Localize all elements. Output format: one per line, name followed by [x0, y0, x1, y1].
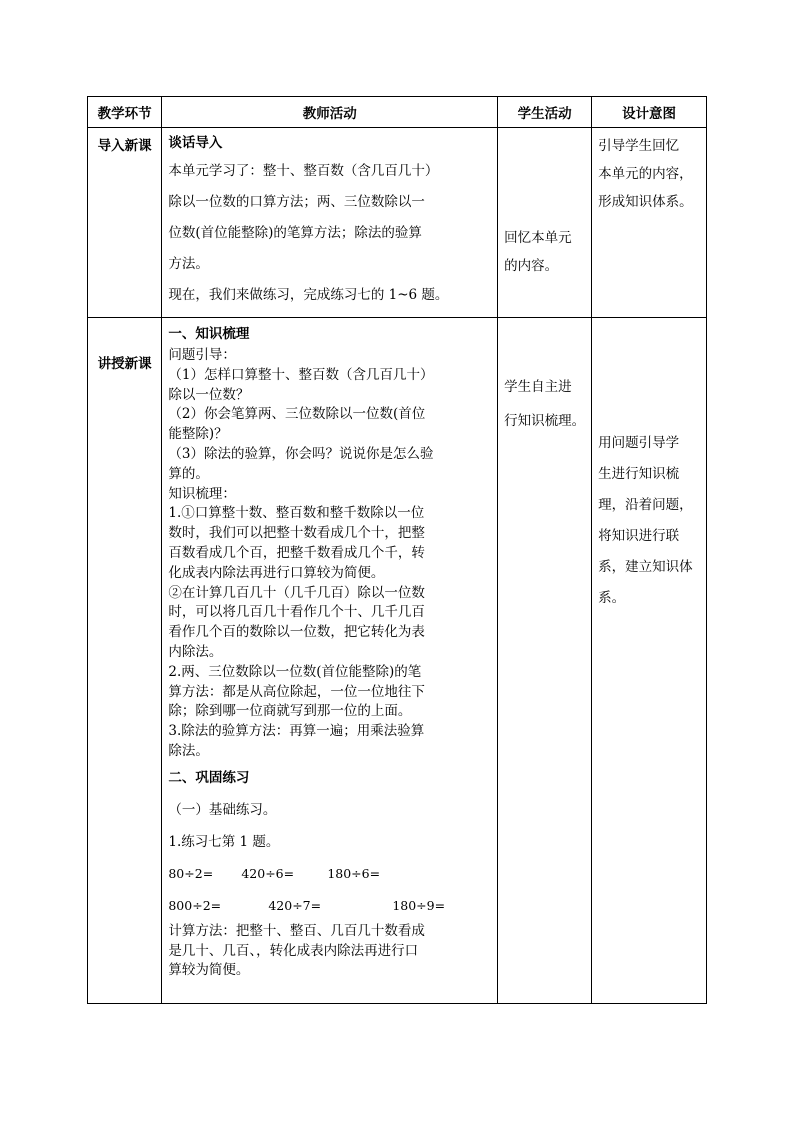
- text-line: 百数看成几个百，把整千数看成几个千，转: [168, 544, 425, 561]
- student-line: 学生自主进: [504, 379, 572, 395]
- student-line: 的内容。: [504, 258, 559, 274]
- header-intent: 设计意图: [592, 97, 707, 128]
- teacher-line: 现在，我们来做练习，完成练习七的 1~6 题。: [168, 287, 449, 303]
- calc-row-1: [168, 858, 491, 890]
- intent-line: 系。: [598, 590, 626, 606]
- teacher-line: 本单元学习了：整十、整百数（含几百几十）: [168, 163, 439, 179]
- method-block: [168, 922, 491, 981]
- table-row-teaching: [88, 318, 707, 1004]
- text-line: 问题引导：: [168, 347, 236, 363]
- calc-item: 800÷2=: [168, 897, 222, 913]
- student-line: 回忆本单元: [504, 230, 572, 246]
- section-title-practice: 二、巩固练习: [168, 769, 250, 786]
- intent-line: 用问题引导学: [598, 435, 680, 451]
- stage-intro: 导入新课: [88, 128, 162, 318]
- calc-item: 180÷6=: [327, 865, 381, 881]
- calc-item: 420÷7=: [268, 897, 322, 913]
- text-line: 知识梳理：: [168, 485, 236, 502]
- text-line: 化成表内除法再进行口算较为简便。: [168, 564, 385, 581]
- calc-item: 420÷6=: [241, 865, 295, 881]
- intent-teaching: [592, 318, 707, 1004]
- intent-line: 本单元的内容，: [598, 166, 693, 182]
- header-row: [88, 97, 707, 128]
- student-activity-intro: [498, 128, 592, 318]
- intent-intro: [592, 128, 707, 318]
- header-teacher: 教师活动: [162, 97, 498, 128]
- header-student: 学生活动: [498, 97, 592, 128]
- sub-title-basic: （一）基础练习。: [168, 801, 277, 818]
- text-line: 时，可以将几百几十看作几个十、几千几百: [168, 604, 425, 621]
- intent-line: 形成知识体系。: [598, 194, 693, 210]
- text-line: 计算方法：把整十、整百、几百几十数看成: [168, 922, 425, 939]
- section-title-knowledge: 一、知识梳理: [168, 326, 250, 342]
- intent-line: 系，建立知识体: [598, 559, 693, 575]
- teacher-line: 除以一位数的口算方法；两、三位数除以一: [168, 194, 425, 210]
- text-line: 1.①口算整十数、整百数和整千数除以一位: [168, 505, 425, 522]
- teacher-line: 方法。: [168, 256, 209, 272]
- teacher-line: 位数(首位能整除)的笔算方法；除法的验算: [168, 225, 422, 241]
- stage-teaching: 讲授新课: [88, 318, 162, 1004]
- header-stage: 教学环节: [88, 97, 162, 128]
- text-line: 2.两、三位数除以一位数(首位能整除)的笔: [168, 663, 422, 680]
- lesson-plan-table: [87, 96, 707, 1004]
- intent-line: 引导学生回忆: [598, 138, 680, 154]
- text-line: 算方法：都是从高位除起，一位一位地往下: [168, 683, 425, 700]
- text-line: 数时，我们可以把整十数看成几个十，把整: [168, 525, 425, 542]
- calc-item: 80÷2=: [168, 865, 214, 881]
- text-line: （2）你会笔算两、三位数除以一位数(首位: [168, 406, 426, 423]
- intent-line: 理，沿着问题，: [598, 497, 693, 513]
- intent-line: 生进行知识梳: [598, 466, 680, 482]
- text-line: 算较为简便。: [168, 962, 250, 979]
- text-line: 是几十、几百、，转化成表内除法再进行口: [168, 942, 419, 959]
- text-line: 除；除到哪一位商就写到那一位的上面。: [168, 703, 412, 720]
- text-line: （1）怎样口算整十、整百数（含几百几十）: [168, 366, 434, 383]
- teacher-activity-intro: [162, 128, 498, 318]
- teacher-title-intro: 谈话导入: [168, 135, 223, 151]
- text-line: ②在计算几百几十（几千几百）除以一位数: [168, 584, 425, 601]
- table-row-intro: [88, 128, 707, 318]
- student-line: 行知识梳理。: [504, 413, 586, 429]
- exercise-ref: 1.练习七第 1 题。: [168, 833, 280, 850]
- text-line: （3）除法的验算，你会吗？说说你是怎么验: [168, 445, 434, 462]
- text-line: 除以一位数？: [168, 386, 250, 403]
- intent-line: 将知识进行联: [598, 528, 680, 544]
- student-activity-teaching: [498, 318, 592, 1004]
- knowledge-block: [168, 346, 491, 762]
- text-line: 算的。: [168, 465, 209, 482]
- teacher-activity-teaching: [162, 318, 498, 1004]
- text-line: 除法。: [168, 742, 209, 759]
- text-line: 内除法。: [168, 643, 223, 660]
- calc-item: 180÷9=: [392, 897, 446, 913]
- text-line: 能整除)？: [168, 426, 228, 443]
- text-line: 3.除法的验算方法：再算一遍；用乘法验算: [168, 723, 425, 740]
- text-line: 看作几个百的数除以一位数，把它转化为表: [168, 624, 425, 641]
- calc-row-2: [168, 890, 491, 922]
